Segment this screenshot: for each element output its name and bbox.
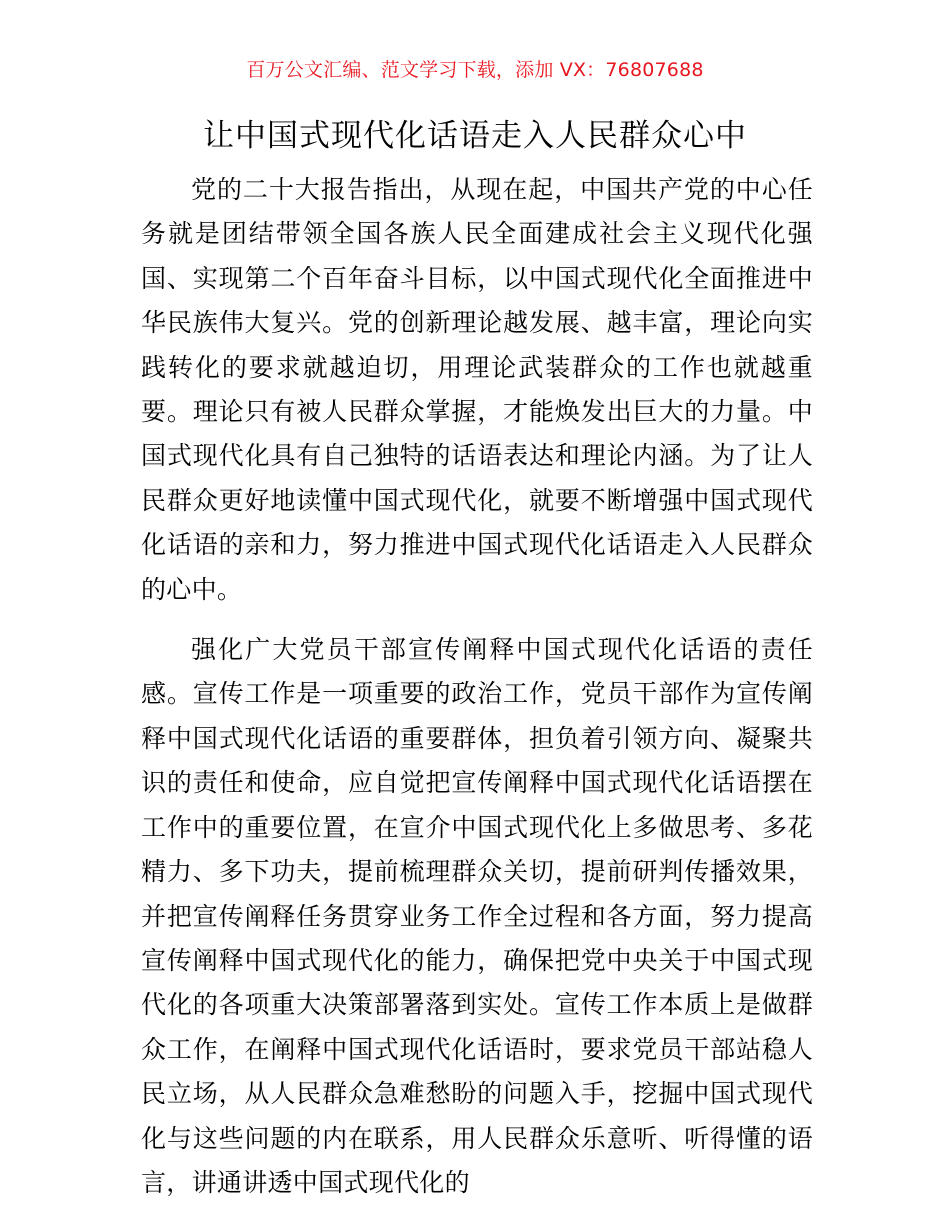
watermark-header-text: 百万公文汇编、范文学习下载，添加 VX：76807688 — [246, 59, 704, 81]
paragraph-1: 党的二十大报告指出，从现在起，中国共产党的中心任务就是团结带领全国各族人民全面建成社会主义现代化强国、实现第二个百年奋斗目标，以中国式现代化全面推进中华民族伟大复兴。党的创新理论越发展、越丰富，理论向实践转化的要求就越迫切，用理论武装群众的工作也就越重要。理论只有被人民群众掌握，才能焕发出巨大的力量。中国式现代化具有自己独特的话语表达和理论内涵。为了让人民群众更好地读懂中国式现代化，就要不断增强中国式现代化话语的亲和力，努力推进中国式现代化话语走入人民群众的心中。 — [141, 175, 813, 604]
document-body — [141, 168, 813, 1205]
document-title: 让中国式现代化话语走入人民群众心中 — [203, 118, 747, 154]
paragraph-2: 强化广大党员干部宣传阐释中国式现代化话语的责任感。宣传工作是一项重要的政治工作，党员干部作为宣传阐释中国式现代化话语的重要群体，担负着引领方向、凝聚共识的责任和使命，应自觉把宣传阐释中国式现代化话语摆在工作中的重要位置，在宣介中国式现代化上多做思考、多花精力、多下功夫，提前梳理群众关切，提前研判传播效果，并把宣传阐释任务贯穿业务工作全过程和各方面，努力提高宣传阐释中国式现代化的能力，确保把党中央关于中国式现代化的各项重大决策部署落到实处。宣传工作本质上是做群众工作，在阐释中国式现代化话语时，要求党员干部站稳人民立场，从人民群众急难愁盼的问题入手，挖掘中国式现代化与这些问题的内在联系，用人民群众乐意听、听得懂的语言，讲通讲透中国式现代化的 — [141, 635, 813, 1197]
